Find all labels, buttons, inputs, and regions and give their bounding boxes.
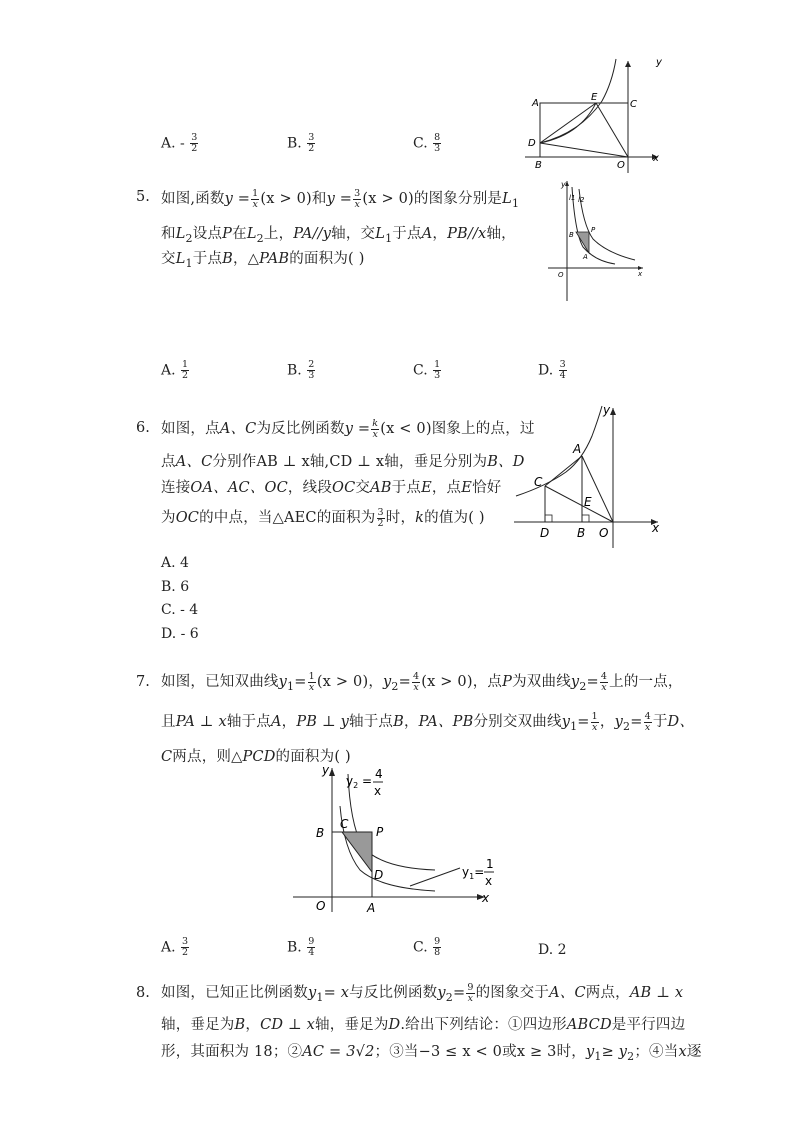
option-fraction: $\frac{8}{3}$ — [434, 132, 441, 154]
label-a: A — [367, 901, 376, 915]
label-o: O — [316, 899, 326, 913]
q5-line-2: 和$L_2$设点P在$L_2$上，PA//y轴，交$L_1$于点A，PB//x轴， — [161, 226, 516, 245]
label-b: B — [316, 826, 325, 840]
q5-number: 5. — [136, 189, 150, 205]
label-c: C — [534, 475, 543, 489]
option-fraction: $\frac{3}{2}$ — [191, 132, 198, 154]
q5-line-1: 如图,函数y = $\frac{1}{x}$ (x > 0)和y = $\frac{3}{x}$ (x > 0)的图象分别是$L_1$ — [161, 187, 520, 210]
q8-line-1: 如图，已知正比例函数$y_1= x$与反比例函数$y_2=$ $\frac{9}{x}$ 的图象交于A、C两点，AB ⊥ x — [161, 981, 684, 1004]
q6-option-d[interactable]: D. - 6 — [161, 626, 199, 642]
label-c: C — [340, 817, 349, 831]
label-o: O — [617, 160, 625, 171]
label-b: B — [535, 160, 542, 171]
q6-line-3: 连接OA、AC、OC，线段OC交AB于点E，点E恰好 — [161, 480, 502, 496]
q7-number: 7. — [136, 674, 150, 690]
label-o: O — [558, 271, 564, 279]
label-a: A — [573, 442, 582, 456]
label-l2: l2 — [578, 196, 585, 204]
label-p: P — [591, 226, 596, 234]
label-x: x — [638, 270, 643, 278]
q5-option-a[interactable]: A. $\frac{1}{2}$ — [161, 359, 189, 381]
q7-figure — [290, 760, 495, 920]
curve-outer — [540, 59, 616, 143]
label-d: D — [528, 138, 536, 149]
label-l1: l1 — [569, 194, 576, 202]
q6-option-a[interactable]: A. 4 — [161, 555, 189, 571]
curve-k — [516, 406, 602, 496]
label-a: A — [532, 98, 539, 109]
label-y1: $y_1=$ — [462, 865, 485, 881]
q4-option-c[interactable] — [413, 133, 442, 154]
label-y2: $y_2$ = — [346, 774, 373, 790]
q7-line-2: 且PA ⊥ x轴于点A，PB ⊥ y轴于点B，PA、PB分别交双曲线$y_1=$ $\frac{1}{x}$ ，$y_2=$ $\frac{4}{x}$ 于D、 — [161, 710, 695, 733]
q8-line-3: 形，其面积为 18；②AC = 3√2；③当−3 ≤ x < 0或x ≥ 3时，$y_1\ge y_2$；④当x逐 — [161, 1044, 702, 1063]
label-d: D — [540, 526, 550, 540]
q5-option-d[interactable]: D. $\frac{3}{4}$ — [538, 359, 566, 381]
option-letter: C. — [413, 135, 428, 152]
label-y: y — [656, 57, 662, 68]
q6-figure — [510, 400, 665, 550]
option-letter: A. — [161, 135, 176, 152]
label-o: O — [599, 526, 609, 540]
q6-option-b[interactable]: B. 6 — [161, 579, 190, 595]
label-y: y — [561, 180, 566, 189]
option-letter: B. — [287, 135, 302, 152]
label-y1-num: 1 — [486, 857, 494, 871]
q8-number: 8. — [136, 985, 150, 1001]
label-y: y — [603, 403, 611, 417]
q4-figure — [520, 55, 665, 175]
q7-option-d[interactable]: D. 2 — [538, 942, 567, 958]
q7-option-a[interactable]: A. $\frac{3}{2}$ — [161, 936, 189, 958]
q4-option-b[interactable] — [287, 133, 316, 154]
q5-line-3: 交$L_1$于点B，△PAB的面积为( ) — [161, 251, 365, 270]
q7-line-1: 如图，已知双曲线$y_1=$ $\frac{1}{x}$ (x > 0)，$y_2=$ $\frac{4}{x}$ (x > 0)，点P为双曲线$y_2=$ $\frac{4}{x}$ 上的一点， — [161, 670, 683, 693]
label-e: E — [591, 92, 598, 103]
q5-option-c[interactable]: C. $\frac{1}{3}$ — [413, 359, 441, 381]
q6-option-c[interactable]: C. - 4 — [161, 602, 199, 618]
label-x: x — [653, 153, 659, 164]
label-c: C — [630, 99, 637, 110]
q4-option-a[interactable] — [161, 133, 199, 154]
label-a: A — [583, 253, 588, 261]
label-y1-den: x — [485, 874, 493, 888]
q7-line-3: C两点，则△PCD的面积为( ) — [161, 749, 351, 765]
label-x: x — [652, 521, 660, 535]
q8-line-2: 轴，垂足为B，CD ⊥ x轴，垂足为D.给出下列结论：①四边形ABCD是平行四边 — [161, 1017, 686, 1033]
q7-option-c[interactable]: C. $\frac{9}{8}$ — [413, 936, 441, 958]
q5-figure — [545, 175, 650, 305]
label-y2-den: x — [374, 784, 382, 798]
q6-line-4: 为OC的中点，当△AEC的面积为 $\frac{3}{2}$ 时，k的值为( ) — [161, 506, 485, 529]
label-d: D — [374, 868, 384, 882]
q5-option-b[interactable]: B. $\frac{2}{3}$ — [287, 359, 315, 381]
q6-line-1: 如图，点A、C为反比例函数y = $\frac{k}{x}$ (x < 0)图象上的点，过 — [161, 417, 535, 440]
label-y: y — [322, 763, 330, 777]
label-y2-num: 4 — [375, 767, 383, 781]
label-b: B — [577, 526, 586, 540]
label-e: E — [584, 495, 592, 509]
q7-option-b[interactable]: B. $\frac{9}{4}$ — [287, 936, 315, 958]
label-x: x — [482, 891, 490, 905]
label-b: B — [569, 231, 574, 239]
option-sign: - — [180, 135, 185, 152]
triangle-pab — [576, 232, 589, 253]
label-p: P — [376, 825, 384, 839]
q6-line-2: 点A、C分别作AB ⊥ x轴,CD ⊥ x轴，垂足分别为B、D — [161, 454, 525, 470]
option-fraction: $\frac{3}{2}$ — [308, 132, 315, 154]
q6-number: 6. — [136, 420, 150, 436]
